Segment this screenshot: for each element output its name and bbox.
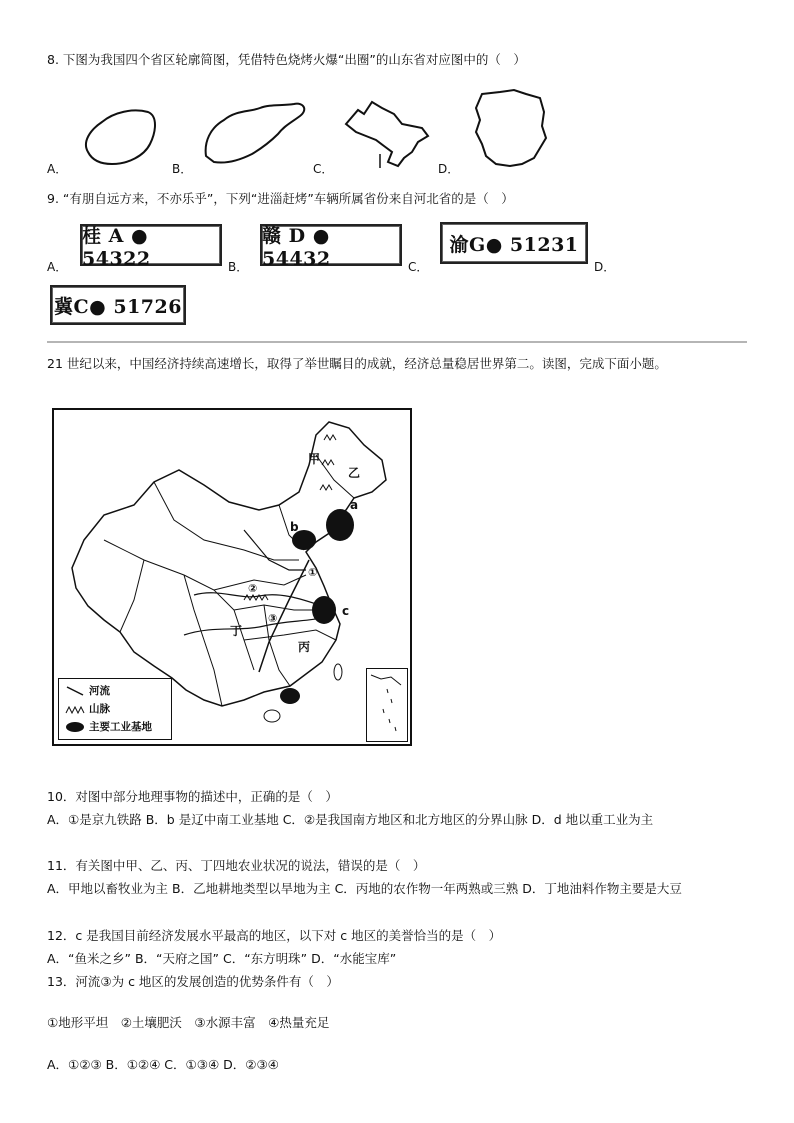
map-label-3: ③ [268,612,278,625]
q13-options[interactable]: A．①②③ B．①②④ C．①③④ D．②③④ [47,1057,279,1072]
mountain-legend-icon [65,703,85,715]
map-label-1: ① [308,566,318,579]
river-legend-icon [65,685,85,697]
q9-option-a-label[interactable]: A． [47,260,68,274]
south-sea-inset-drawing [367,669,405,739]
q11-stem: 11．有关图中甲、乙、丙、丁四地农业状况的说法，错误的是（ ） [47,858,426,873]
map-legend [58,678,172,740]
q10-stem: 10．对图中部分地理事物的描述中，正确的是（ ） [47,789,338,804]
map-label-bing: 丙 [298,640,311,654]
section-intro: 21 世纪以来，中国经济持续高速增长，取得了举世瞩目的成就，经济总量稳居世界第二。读图，完成下面小题。 [47,356,667,371]
plate-option-d[interactable]: 冀C● 51726 [50,285,186,325]
q8-option-a-label[interactable]: A． [47,162,68,176]
q9-stem: 9. “有朋自远方来，不亦乐乎”，下列“进淄赶烤”车辆所属省份来自河北省的是（ ） [47,191,514,206]
section-divider [47,341,747,343]
legend-mountain-label: 山脉 [89,703,110,715]
map-label-jia: 甲 [308,452,321,466]
q12-stem: 12．c 是我国目前经济发展水平最高的地区，以下对 c 地区的美誉恰当的是（ ） [47,928,502,943]
map-label-yi: 乙 [348,466,361,480]
map-label-a: a [350,498,359,512]
province-outline-d[interactable] [470,86,550,172]
q10-options[interactable]: A．①是京九铁路 B．b 是辽中南工业基地 C．②是我国南方地区和北方地区的分界山脉 D．d 地以重工业为主 [47,812,654,827]
q12-options[interactable]: A．“鱼米之乡” B．“天府之国” C．“东方明珠” D．“水能宝库” [47,951,397,966]
q9-option-d-label[interactable]: D． [594,260,616,274]
q9-option-b-label[interactable]: B． [228,260,249,274]
map-label-ding: 丁 [230,624,243,638]
map-label-2: ② [248,582,258,595]
q13-conditions: ①地形平坦 ②土壤肥沃 ③水源丰富 ④热量充足 [47,1015,330,1030]
q8-option-b-label[interactable]: B． [172,162,193,176]
q11-options[interactable]: A．甲地以畜牧业为主 B．乙地耕地类型以旱地为主 C．丙地的农作物一年两熟或三熟 D．丁地油料作物主要是大豆 [47,881,682,896]
province-outline-b[interactable] [200,98,312,170]
q9-option-c-label[interactable]: C． [408,260,429,274]
map-label-c: c [342,604,350,618]
map-label-b: b [290,520,299,534]
industrial-base-legend-icon [65,721,85,733]
q8-option-d-label[interactable]: D． [438,162,460,176]
south-sea-inset [366,668,408,742]
province-outline-a[interactable] [78,102,160,170]
province-outline-c[interactable] [342,96,436,172]
plate-option-b[interactable]: 赣 D ● 54432 [260,224,402,266]
q8-stem: 8. 下图为我国四个省区轮廓简图，凭借特色烧烤火爆“出圈”的山东省对应图中的（ ） [47,52,526,67]
q8-option-c-label[interactable]: C． [313,162,334,176]
legend-river-label: 河流 [89,685,110,697]
legend-industrial-label: 主要工业基地 [89,721,152,733]
china-map [52,408,412,746]
q13-stem: 13．河流③为 c 地区的发展创造的优势条件有（ ） [47,974,339,989]
plate-option-a[interactable]: 桂 A ● 54322 [80,224,222,266]
plate-option-c[interactable]: 渝G● 51231 [440,222,588,264]
